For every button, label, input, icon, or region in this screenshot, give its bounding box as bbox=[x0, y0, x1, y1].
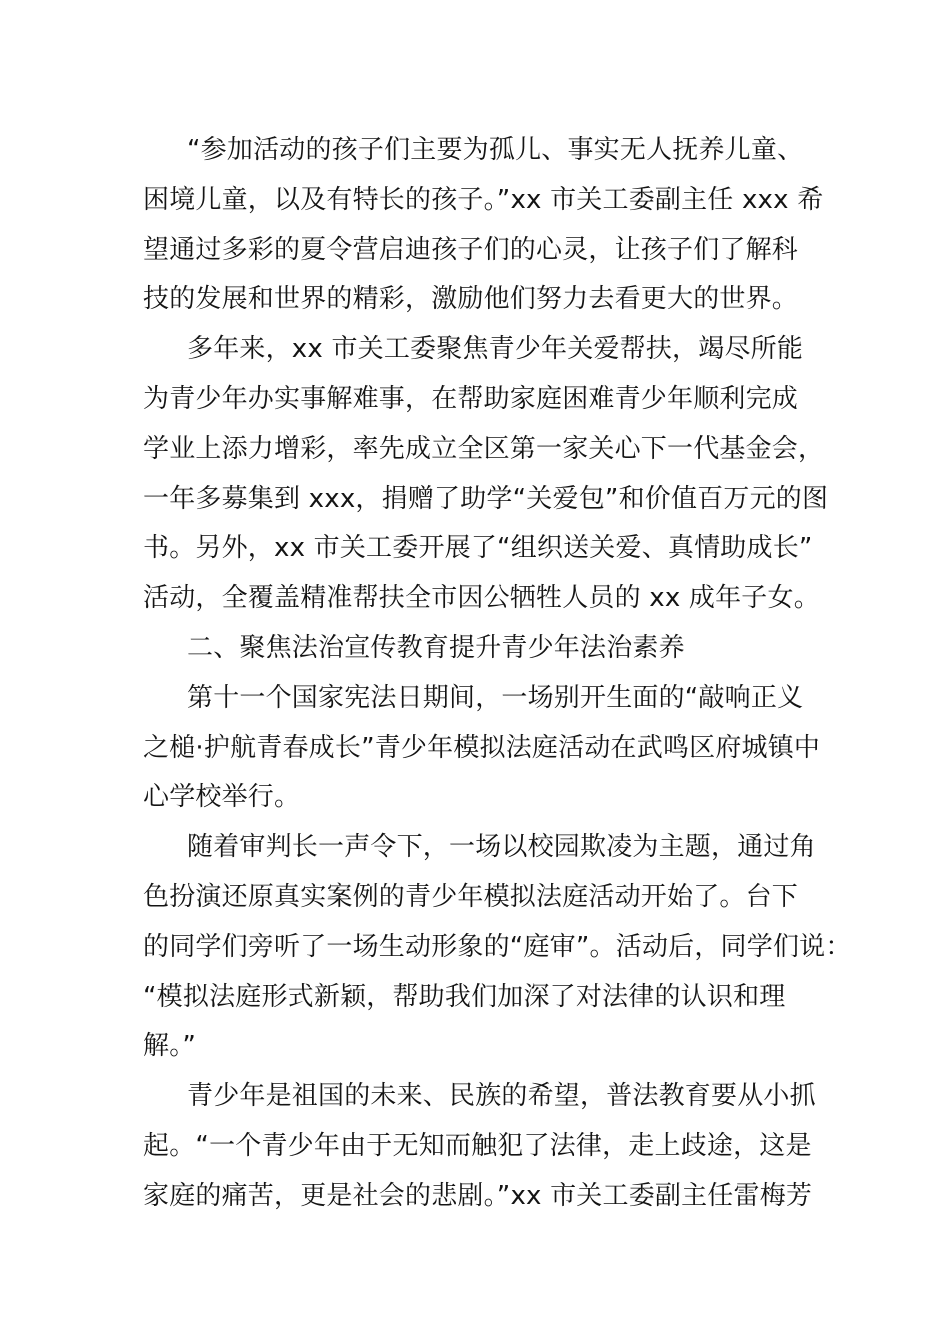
text-line: 心学校举行。 bbox=[143, 782, 301, 813]
section-heading: 二、聚焦法治宣传教育提升青少年法治素养 bbox=[187, 632, 685, 663]
text-line: 学业上添力增彩，率先成立全区第一家关心下一代基金会， bbox=[143, 433, 825, 464]
text-line: 为青少年办实事解难事，在帮助家庭困难青少年顺利完成 bbox=[143, 383, 799, 414]
text-line: 书。另外，xx 市关工委开展了“组织送关爱、真情助成长” bbox=[143, 533, 813, 564]
text-line: 之槌·护航青春成长”青少年模拟法庭活动在武鸣区府城镇中 bbox=[143, 732, 821, 763]
text-line: 困境儿童，以及有特长的孩子。”xx 市关工委副主任 xxx 希 bbox=[143, 184, 824, 215]
text-line: 第十一个国家宪法日期间，一场别开生面的“敲响正义 bbox=[187, 682, 804, 713]
text-line: 家庭的痛苦，更是社会的悲剧。”xx 市关工委副主任雷梅芳 bbox=[143, 1180, 813, 1211]
document-body bbox=[143, 126, 852, 1222]
text-line: 起。“一个青少年由于无知而触犯了法律，走上歧途，这是 bbox=[143, 1130, 812, 1161]
text-line: “参加活动的孩子们主要为孤儿、事实无人抚养儿童、 bbox=[187, 135, 804, 165]
text-line: 一年多募集到 xxx，捐赠了助学“关爱包”和价值百万元的图 bbox=[143, 483, 829, 514]
text-line: 望通过多彩的夏令营启迪孩子们的心灵，让孩子们了解科 bbox=[143, 234, 799, 265]
text-line: 随着审判长一声令下，一场以校园欺凌为主题，通过角 bbox=[187, 832, 816, 863]
text-line: “模拟法庭形式新颖，帮助我们加深了对法律的认识和理 bbox=[143, 981, 786, 1012]
text-line: 活动，全覆盖精准帮扶全市因公牺牲人员的 xx 成年子女。 bbox=[143, 583, 820, 614]
text-line: 多年来，xx 市关工委聚焦青少年关爱帮扶，竭尽所能 bbox=[187, 334, 804, 365]
text-line: 的同学们旁听了一场生动形象的“庭审”。活动后，同学们说： bbox=[143, 931, 852, 962]
text-line: 色扮演还原真实案例的青少年模拟法庭活动开始了。台下 bbox=[143, 881, 799, 912]
text-line: 技的发展和世界的精彩，激励他们努力去看更大的世界。 bbox=[143, 284, 799, 315]
text-line: 解。” bbox=[143, 1031, 197, 1062]
text-line: 青少年是祖国的未来、民族的希望，普法教育要从小抓 bbox=[187, 1081, 816, 1112]
